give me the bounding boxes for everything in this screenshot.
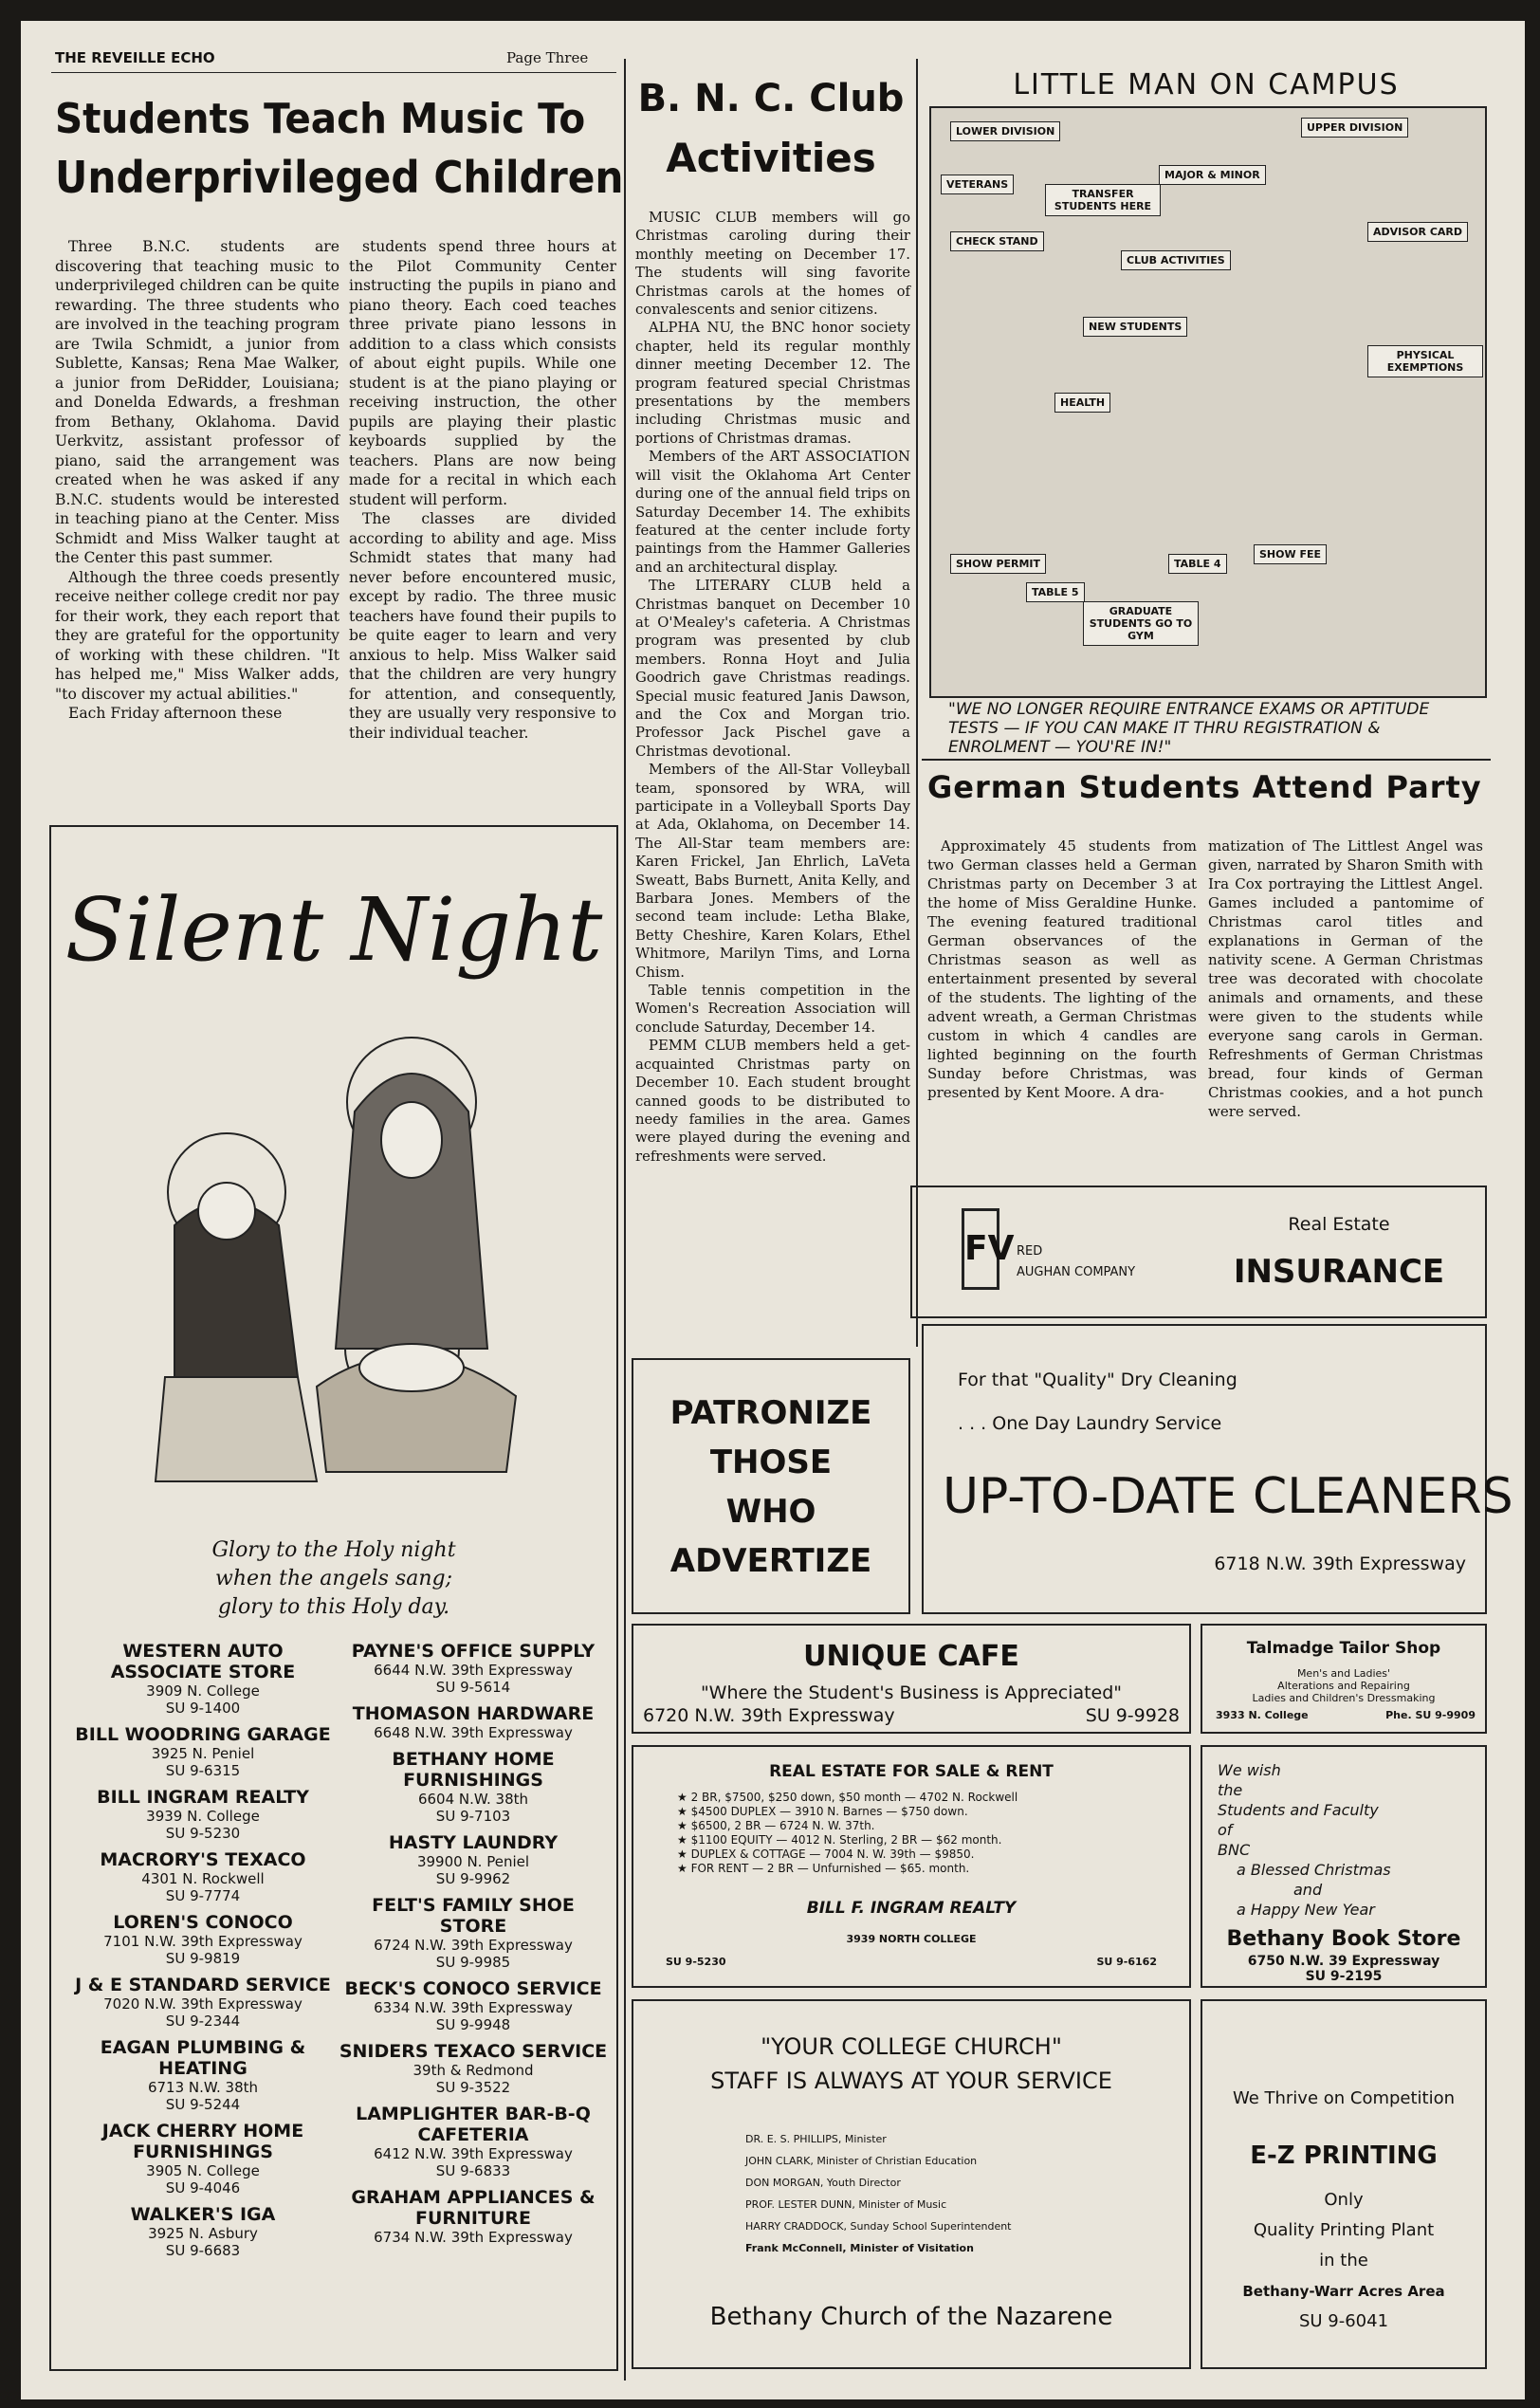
tailor-services — [1202, 1667, 1485, 1704]
german-paragraph: Approximately 45 students from two German classes held a German Christmas party on December 3 at the home of Miss Geraldine Hunke. The evening featured traditional German observances of the Christmas season as well as entertainment presented by several of the students. The lighting of the advent wreath, a German Christmas custom in which 4 candles are lighted beginning on the fourth Sunday before Christmas, was presented by Kent Moore. A dra- — [927, 837, 1197, 1101]
sponsor-address: 3909 N. College — [146, 1682, 260, 1700]
patronize-line: ADVERTIZE — [669, 1542, 872, 1580]
page-number: Page Three — [506, 49, 589, 66]
wish-line: a Happy New Year — [1237, 1901, 1375, 1919]
printing-line: Only — [1324, 2190, 1364, 2210]
sponsor-phone: SU 9-3522 — [435, 2079, 511, 2096]
staff-line: DON MORGAN, Youth Director — [745, 2177, 901, 2189]
tailor-phone: Phe. SU 9-9909 — [1385, 1709, 1476, 1721]
sponsor-phone: SU 9-9985 — [435, 1954, 511, 1971]
club-paragraph: Table tennis competition in the Women's Recreation Association will conclude Saturday, December 14. — [635, 983, 910, 1036]
realestate-agent: BILL F. INGRAM REALTY — [806, 1899, 1017, 1918]
church-ad — [632, 1999, 1191, 2369]
music-story-col1 — [55, 237, 339, 724]
listing-item: ★ $1100 EQUITY — 4012 N. Sterling, 2 BR — $62 month. — [677, 1833, 1002, 1847]
patronize-line: PATRONIZE — [669, 1394, 872, 1432]
vaughan-line1: RED — [1017, 1244, 1043, 1259]
sponsor-listing — [336, 1832, 611, 1887]
bookstore-ad — [1201, 1745, 1487, 1988]
sponsor-listing — [70, 1975, 336, 2030]
tailor-addr: 3933 N. College — [1216, 1709, 1309, 1721]
sponsor-phone: SU 9-2344 — [165, 2013, 241, 2030]
sponsor-phone: SU 9-6833 — [435, 2162, 511, 2179]
cafe-addr: 6720 N.W. 39th Expressway — [643, 1705, 895, 1726]
music-story-col2 — [349, 237, 616, 743]
sponsor-address: 6724 N.W. 39th Expressway — [374, 1937, 573, 1954]
realestate-title: REAL ESTATE FOR SALE & RENT — [769, 1762, 1054, 1781]
cartoon-title: LITTLE MAN ON CAMPUS — [1013, 68, 1400, 101]
sponsor-listing — [70, 2204, 336, 2259]
sponsor-name: MACRORY'S TEXACO — [100, 1849, 306, 1870]
printing-line1: We Thrive on Competition — [1232, 2088, 1456, 2108]
staff-line: Frank McConnell, Minister of Visitation — [745, 2242, 974, 2254]
column-rule — [916, 59, 918, 1347]
sponsor-address: 7101 N.W. 39th Expressway — [103, 1933, 302, 1950]
sponsor-phone: SU 9-9962 — [435, 1870, 511, 1887]
sponsor-name: PAYNE'S OFFICE SUPPLY — [351, 1641, 596, 1662]
wish-line: of — [1218, 1821, 1233, 1839]
realestate-phone1: SU 9-5230 — [666, 1956, 726, 1968]
realestate-list — [677, 1791, 1170, 1876]
sponsor-name: BETHANY HOME FURNISHINGS — [392, 1749, 555, 1791]
patronize-box — [632, 1358, 910, 1614]
sponsor-phone: SU 9-7774 — [165, 1887, 241, 1904]
listing-item: ★ 2 BR, $7500, $250 down, $50 month — 4702 N. Rockwell — [677, 1791, 1018, 1804]
sponsor-address: 6644 N.W. 39th Expressway — [374, 1662, 573, 1679]
vaughan-logo: FV — [962, 1208, 999, 1290]
cartoon-sign: UPPER DIVISION — [1301, 118, 1408, 138]
cartoon-sign: SHOW PERMIT — [950, 554, 1046, 574]
sponsor-name: BILL INGRAM REALTY — [97, 1787, 309, 1808]
column-rule — [624, 59, 626, 2380]
sponsor-phone: SU 9-7103 — [435, 1808, 511, 1825]
sponsor-phone: SU 9-6683 — [165, 2242, 241, 2259]
german-paragraph: matization of The Littlest Angel was given, narrated by Sharon Smith with Ira Cox portraying the Littlest Angel. Games included a pantomime of Christmas carol titles and explanations in German of the nativity scene. A German Christmas tree was decorated with chocolate animals and ornaments, and these were given to the students while everyone sang carols in German. Refreshments of German Christmas bread, four kinds of German Christmas cookies, and a hot punch were served. — [1208, 837, 1483, 1120]
sponsor-address: 6412 N.W. 39th Expressway — [374, 2145, 573, 2162]
sponsor-address: 6734 N.W. 39th Expressway — [374, 2229, 573, 2246]
sponsor-name: WALKER'S IGA — [130, 2204, 276, 2225]
sponsor-name: SNIDERS TEXACO SERVICE — [339, 2041, 608, 2062]
staff-line: HARRY CRADDOCK, Sunday School Superintendent — [745, 2220, 1012, 2233]
wish-line: the — [1218, 1781, 1243, 1799]
realestate-ad — [632, 1745, 1191, 1988]
sponsor-listing — [336, 2041, 611, 2096]
sponsor-name: HASTY LAUNDRY — [388, 1832, 559, 1853]
vaughan-ad — [910, 1186, 1487, 1318]
printing-line: Bethany-Warr Acres Area — [1242, 2283, 1445, 2300]
masthead-rule — [51, 72, 616, 73]
cleaners-addr: 6718 N.W. 39th Expressway — [1214, 1553, 1466, 1574]
silent-night-verse — [51, 1536, 616, 1622]
listing-item: ★ FOR RENT — 2 BR — Unfurnished — $65. month. — [677, 1862, 970, 1875]
sponsor-listing — [336, 1895, 611, 1971]
church-name: Bethany Church of the Nazarene — [709, 2303, 1113, 2331]
sponsor-phone: SU 9-1400 — [165, 1700, 241, 1717]
sponsor-phone: SU 9-5244 — [165, 2096, 241, 2113]
sponsor-address: 3905 N. College — [146, 2162, 260, 2179]
listing-item: ★ DUPLEX & COTTAGE — 7004 N. W. 39th — $9850. — [677, 1847, 975, 1861]
sponsor-phone: SU 9-9819 — [165, 1950, 241, 1967]
wish-line: Students and Faculty — [1218, 1801, 1379, 1819]
music-paragraph: The classes are divided according to ability and age. Miss Schmidt states that many had never before encountered music, except by radio. The three music teachers have found their pupils to be quite eager to learn and very anxious to help. Miss Walker said that the children are very hungry for attention, and consequently, they are usually very responsive to their individual teacher. — [349, 510, 616, 742]
tailor-line: Men's and Ladies' — [1296, 1667, 1391, 1680]
sponsor-phone: SU 9-6315 — [165, 1762, 241, 1779]
sponsor-name: JACK CHERRY HOME FURNISHINGS — [101, 2121, 304, 2162]
club-headline-2: Activities — [666, 135, 876, 181]
sponsor-address: 7020 N.W. 39th Expressway — [103, 1995, 302, 2013]
music-paragraph: Three B.N.C. students are discovering that teaching music to underprivileged children can be quite rewarding. The three students who are involved in the teaching program are Twila Schmidt, a junior from Sublette, Kansas; Rena Mae Walker, a junior from DeRidder, Louisiana; and Donelda Edwards, a freshman from Bethany, Oklahoma. David Uerkvitz, assistant professor of piano, said the arrangement was created when he was asked if any B.N.C. students would be interested in teaching piano at the Center. Miss Schmidt and Miss Walker taught at the Center this past summer. — [55, 238, 339, 566]
sponsor-listing — [70, 1849, 336, 1904]
vaughan-line2: AUGHAN COMPANY — [1017, 1265, 1136, 1279]
cartoon-sign: CLUB ACTIVITIES — [1121, 250, 1231, 270]
verse-line: Glory to the Holy night — [211, 1538, 456, 1562]
cartoon-sign: VETERANS — [941, 175, 1014, 194]
sponsor-listing — [70, 2121, 336, 2197]
cleaners-line1: For that "Quality" Dry Cleaning — [958, 1369, 1238, 1390]
realestate-addr: 3939 NORTH COLLEGE — [846, 1933, 977, 1945]
sponsor-listing — [336, 1978, 611, 2033]
staff-line: DR. E. S. PHILLIPS, Minister — [745, 2133, 887, 2145]
printing-details — [1202, 2185, 1485, 2337]
sponsor-phone: SU 9-4046 — [165, 2179, 241, 2197]
bookstore-addr: 6750 N.W. 39 Expressway — [1247, 1954, 1440, 1969]
sponsor-listing — [70, 1787, 336, 1842]
unique-cafe-ad — [632, 1624, 1191, 1734]
sponsor-name: LOREN'S CONOCO — [113, 1912, 293, 1933]
sponsor-address: 4301 N. Rockwell — [141, 1870, 265, 1887]
sponsor-listing — [70, 2037, 336, 2113]
sponsor-name: WESTERN AUTO ASSOCIATE STORE — [110, 1641, 296, 1682]
paper-name: THE REVEILLE ECHO — [55, 49, 215, 66]
sponsor-address: 3925 N. Peniel — [151, 1745, 255, 1762]
sponsor-name: BILL WOODRING GARAGE — [75, 1724, 331, 1745]
wish-line: We wish — [1218, 1761, 1281, 1779]
sponsor-address: 6604 N.W. 38th — [417, 1791, 529, 1808]
club-paragraph: MUSIC CLUB members will go Christmas caroling during their monthly meeting on December 17. The students will sing favorite Christmas carols at the homes of convalescents and senior citizens. — [635, 210, 910, 319]
club-story — [635, 209, 910, 1166]
cartoon-sign: TABLE 5 — [1026, 582, 1085, 602]
staff-line: JOHN CLARK, Minister of Christian Education — [745, 2155, 978, 2167]
church-tagline: "YOUR COLLEGE CHURCH" — [761, 2033, 1062, 2060]
patronize-line: WHO — [725, 1493, 816, 1531]
printing-name: E-Z PRINTING — [1250, 2141, 1438, 2170]
club-headline-1: B. N. C. Club — [637, 77, 905, 120]
cleaners-name: UP-TO-DATE CLEANERS — [943, 1468, 1513, 1525]
bookstore-name: Bethany Book Store — [1226, 1927, 1461, 1951]
tailor-ad — [1201, 1624, 1487, 1734]
church-subtitle: STAFF IS ALWAYS AT YOUR SERVICE — [710, 2068, 1112, 2094]
printing-line: in the — [1319, 2251, 1368, 2270]
club-paragraph: ALPHA NU, the BNC honor society chapter, held its regular monthly dinner meeting December 12. The program featured special Christmas presentations by the members including Christmas music and portions of Christmas dramas. — [635, 320, 910, 447]
cartoon-sign: HEALTH — [1054, 393, 1110, 413]
cafe-phone: SU 9-9928 — [1085, 1705, 1180, 1726]
german-col1 — [927, 836, 1197, 1102]
sponsor-list-right — [336, 1641, 611, 2253]
printing-ad — [1201, 1999, 1487, 2369]
listing-item: ★ $6500, 2 BR — 6724 N. W. 37th. — [677, 1819, 875, 1832]
music-paragraph: Each Friday afternoon these — [68, 705, 283, 722]
sponsor-name: EAGAN PLUMBING & HEATING — [100, 2037, 306, 2079]
wish-line: BNC — [1218, 1841, 1251, 1859]
silent-night-ad — [49, 825, 618, 2371]
nativity-illustration — [137, 1036, 535, 1529]
sponsor-list-left — [70, 1641, 336, 2267]
sponsor-name: GRAHAM APPLIANCES & FURNITURE — [351, 2187, 596, 2229]
german-headline: German Students Attend Party — [927, 769, 1482, 805]
cartoon-sign: ADVISOR CARD — [1367, 222, 1468, 242]
sponsor-listing — [336, 1641, 611, 1696]
sponsor-address: 3925 N. Asbury — [148, 2225, 258, 2242]
cartoon-sign: TABLE 4 — [1168, 554, 1227, 574]
vaughan-tag: Real Estate — [1288, 1214, 1390, 1235]
sponsor-listing — [336, 1703, 611, 1741]
sponsor-listing — [70, 1641, 336, 1717]
silent-night-title: Silent Night — [64, 879, 603, 981]
club-paragraph: PEMM CLUB members held a get-acquainted Christmas party on December 10. Each student brought canned goods to be distributed to needy families in the area. Games were played during the evening and refreshments were served. — [635, 1038, 910, 1165]
music-paragraph: Although the three coeds presently receive neither college credit nor pay for their work, they each report that they are grateful for the opportunity of working with these children. "It has helped me," Miss Walker adds, "to discover my actual abilities." — [55, 568, 339, 703]
sponsor-listing — [336, 1749, 611, 1825]
sponsor-phone: SU 9-9948 — [435, 2016, 511, 2033]
bookstore-phone: SU 9-2195 — [1305, 1969, 1383, 1984]
sponsor-name: J & E STANDARD SERVICE — [75, 1975, 331, 1995]
sponsor-phone: SU 9-5614 — [435, 1679, 511, 1696]
sponsor-name: BECK'S CONOCO SERVICE — [344, 1978, 602, 1999]
tailor-line: Alterations and Repairing — [1277, 1680, 1410, 1692]
sponsor-name: THOMASON HARDWARE — [352, 1703, 595, 1724]
cartoon-sign: CHECK STAND — [950, 231, 1044, 251]
sponsor-address: 39th & Redmond — [412, 2062, 534, 2079]
sponsor-listing — [336, 2104, 611, 2179]
sponsor-address: 39900 N. Peniel — [416, 1853, 530, 1870]
verse-line: when the angels sang; — [215, 1567, 452, 1590]
sponsor-listing — [70, 1912, 336, 1967]
club-paragraph: Members of the All-Star Volleyball team, sponsored by WRA, will participate in a Volleyball Sports Day at Ada, Oklahoma, on December 14. The All-Star team members are: Karen Frickel, Jan Ehrlich, LaVeta Sweatt, Babs Burnett, Anita Kelly, and Barbara Jones. Members of the second team include: Letha Blake, Betty Cheshire, Karen Kolars, Ethel Whitmore, Marilyn Tims, and Lorna Chism. — [635, 762, 910, 981]
sponsor-address: 6713 N.W. 38th — [147, 2079, 259, 2096]
sponsor-address: 6648 N.W. 39th Expressway — [374, 1724, 573, 1741]
tailor-line: Ladies and Children's Dressmaking — [1252, 1692, 1436, 1704]
cartoon-sign: MAJOR & MINOR — [1159, 165, 1266, 185]
cartoon-illustration — [929, 106, 1487, 698]
cartoon-sign: GRADUATE STUDENTS GO TO GYM — [1083, 601, 1199, 646]
realestate-phone2: SU 9-6162 — [1096, 1956, 1157, 1968]
printing-line: Quality Printing Plant — [1253, 2220, 1435, 2240]
church-staff — [745, 2128, 1012, 2259]
sponsor-name: LAMPLIGHTER BAR-B-Q CAFETERIA — [356, 2104, 591, 2145]
music-headline-1: Students Teach Music To — [55, 95, 586, 143]
tailor-name: Talmadge Tailor Shop — [1246, 1639, 1441, 1658]
vaughan-name: INSURANCE — [1233, 1253, 1445, 1291]
club-paragraph: The LITERARY CLUB held a Christmas banquet on December 10 at O'Mealey's cafeteria. A Christmas program was presented by club members. Ronna Hoyt and Julia Goodrich gave Christmas readings. Special music featured Janis Dawson, and the Cox and Morgan trio. Professor Jack Pischel gave a Christmas devotional. — [635, 578, 910, 760]
german-col2 — [1208, 836, 1483, 1121]
cafe-name: UNIQUE CAFE — [803, 1640, 1019, 1673]
cleaners-ad — [922, 1324, 1513, 1614]
wish-line: a Blessed Christmas — [1237, 1861, 1391, 1879]
listing-item: ★ $4500 DUPLEX — 3910 N. Barnes — $750 down. — [677, 1805, 968, 1818]
sponsor-phone: SU 9-5230 — [165, 1825, 241, 1842]
cartoon-sign: NEW STUDENTS — [1083, 317, 1187, 337]
cartoon-sign: TRANSFER STUDENTS HERE — [1045, 184, 1161, 216]
sponsor-address: 3939 N. College — [146, 1808, 260, 1825]
cartoon-sign: PHYSICAL EXEMPTIONS — [1367, 345, 1483, 377]
music-headline-2: Underprivileged Children — [55, 152, 624, 203]
patronize-text — [633, 1388, 908, 1586]
cleaners-line2: . . . One Day Laundry Service — [958, 1413, 1222, 1434]
cafe-slogan: "Where the Student's Business is Appreciated" — [700, 1682, 1123, 1703]
bookstore-wish — [1218, 1760, 1391, 1920]
club-paragraph: Members of the ART ASSOCIATION will visit the Oklahoma Art Center during one of the annual field trips on Saturday December 14. The exhibits featured at the center include forty paintings from the Hammer Galleries and an architectural display. — [635, 449, 910, 576]
section-rule — [922, 759, 1491, 761]
cartoon-sign: LOWER DIVISION — [950, 121, 1060, 141]
cartoon-sign: SHOW FEE — [1254, 544, 1327, 564]
wish-line: and — [1293, 1881, 1323, 1899]
patronize-line: THOSE — [709, 1443, 833, 1481]
cartoon-caption: "WE NO LONGER REQUIRE ENTRANCE EXAMS OR APTITUDE TESTS — IF YOU CAN MAKE IT THRU REGISTRATION & ENROLMENT — YOU'RE IN!" — [948, 700, 1430, 757]
sponsor-address: 6334 N.W. 39th Expressway — [374, 1999, 573, 2016]
printing-phone: SU 9-6041 — [1298, 2311, 1389, 2331]
staff-line: PROF. LESTER DUNN, Minister of Music — [745, 2198, 947, 2211]
verse-line: glory to this Holy day. — [217, 1595, 450, 1619]
sponsor-name: FELT'S FAMILY SHOE STORE — [372, 1895, 575, 1937]
sponsor-listing — [336, 2187, 611, 2246]
sponsor-listing — [70, 1724, 336, 1779]
music-paragraph: students spend three hours at the Pilot Community Center instructing the pupils in piano and piano theory. Each coed teaches three private piano lessons in addition to a class which consists of about eight pupils. While one student is at the piano playing or receiving instruction, the other pupils are playing their plastic keyboards supplied by the teachers. Plans are now being made for a recital in which each student will perform. — [349, 238, 616, 508]
newspaper-page — [21, 21, 1525, 2399]
